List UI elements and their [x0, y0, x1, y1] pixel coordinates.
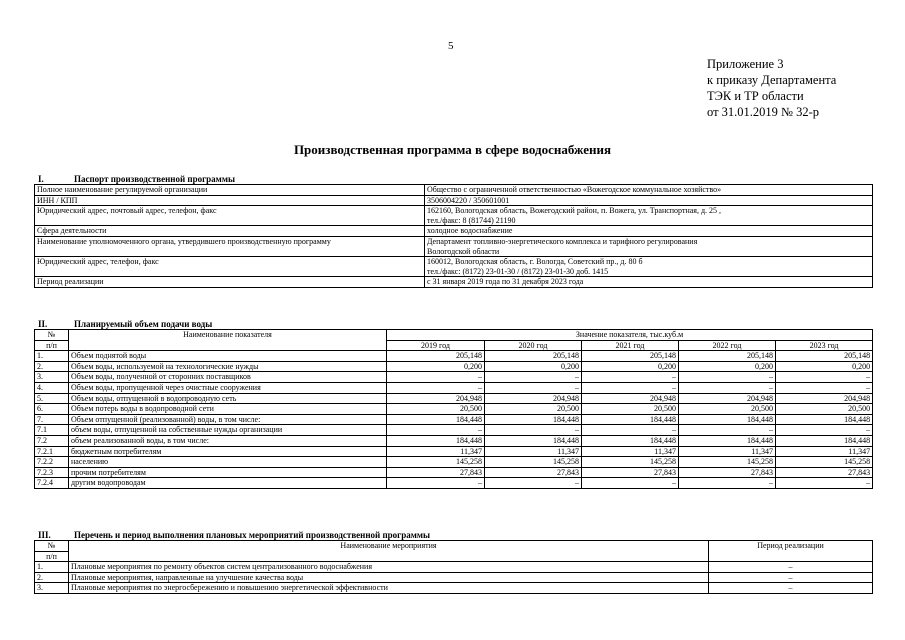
appendix-line: Приложение 3	[707, 57, 784, 71]
row-number: 2.	[35, 572, 69, 583]
indicator-value: 20,500	[485, 404, 582, 415]
indicator-value: –	[387, 425, 485, 436]
passport-value	[425, 185, 873, 196]
indicator-value: 0,200	[776, 361, 873, 372]
header-no: №	[35, 541, 69, 552]
measure-name: Плановые мероприятия, направленные на улучшение качества воды	[69, 572, 709, 583]
passport-value-line: 160012, Вологодская область, г. Вологда, Советский пр., д. 80 б	[427, 257, 643, 267]
indicator-value: 204,948	[679, 393, 776, 404]
indicator-name: прочим потребителям	[69, 467, 387, 478]
indicator-value: 145,258	[387, 457, 485, 468]
measure-name: Плановые мероприятия по энергосбережению и повышению энергетической эффективности	[69, 583, 709, 594]
indicator-value: 11,347	[485, 446, 582, 457]
section-heading	[38, 530, 430, 540]
passport-value	[425, 195, 873, 206]
table-row	[35, 351, 873, 362]
passport-label: Юридический адрес, телефон, факс	[35, 257, 425, 277]
indicator-value: 0,200	[387, 361, 485, 372]
indicator-value: –	[582, 425, 679, 436]
section-title: Перечень и период выполнения плановых мероприятий производственной программы	[74, 530, 431, 540]
passport-label: ИНН / КПП	[35, 195, 425, 206]
table-row	[35, 404, 873, 415]
indicator-value: –	[387, 478, 485, 489]
indicator-value: 204,948	[582, 393, 679, 404]
indicator-value: 184,448	[582, 435, 679, 446]
indicator-value: 205,148	[582, 351, 679, 362]
indicator-value: –	[776, 372, 873, 383]
header-period: Период реализации	[709, 541, 873, 562]
indicator-value: 145,258	[679, 457, 776, 468]
indicator-name: объем реализованной воды, в том числе:	[69, 435, 387, 446]
indicator-value: 11,347	[387, 446, 485, 457]
passport-value-line: тел./факс: (8172) 23-01-30 / (8172) 23-01-30 доб. 1415	[427, 266, 609, 276]
indicator-value: 184,448	[485, 435, 582, 446]
row-number: 7.2.1	[35, 446, 69, 457]
indicator-name: Объем отпущенной (реализованной) воды, в том числе:	[69, 414, 387, 425]
passport-value-line: 3506004220 / 350601001	[427, 195, 510, 205]
indicator-value: 205,148	[387, 351, 485, 362]
header-name: Наименование показателя	[69, 330, 387, 351]
table-row	[35, 457, 873, 468]
table-row	[35, 446, 873, 457]
table-row	[35, 236, 873, 256]
section-title: Паспорт производственной программы	[74, 174, 235, 184]
header-year: 2021 год	[582, 340, 679, 351]
passport-table	[34, 184, 873, 288]
indicator-value: 20,500	[387, 404, 485, 415]
table-row	[35, 372, 873, 383]
header-year: 2022 год	[679, 340, 776, 351]
indicator-value: –	[485, 478, 582, 489]
indicator-value: –	[582, 382, 679, 393]
indicator-value: 145,258	[485, 457, 582, 468]
indicator-value: 27,843	[387, 467, 485, 478]
header-value: Значение показателя, тыс.куб.м	[387, 330, 873, 341]
passport-value	[425, 277, 873, 288]
passport-value	[425, 226, 873, 237]
table-row	[35, 478, 873, 489]
row-number: 5.	[35, 393, 69, 404]
indicator-value: 184,448	[387, 414, 485, 425]
table-row	[35, 185, 873, 196]
indicator-name: Объем воды, отпущенной в водопроводную сеть	[69, 393, 387, 404]
header-year: 2020 год	[485, 340, 582, 351]
indicator-value: 0,200	[582, 361, 679, 372]
indicator-value: 11,347	[582, 446, 679, 457]
indicator-value: 145,258	[582, 457, 679, 468]
indicator-value: –	[679, 478, 776, 489]
indicator-value: –	[387, 382, 485, 393]
indicator-value: 184,448	[485, 414, 582, 425]
indicator-name: бюджетным потребителям	[69, 446, 387, 457]
indicator-value: –	[387, 372, 485, 383]
indicator-value: 11,347	[679, 446, 776, 457]
row-number: 3.	[35, 372, 69, 383]
row-number: 4.	[35, 382, 69, 393]
indicator-value: 184,448	[387, 435, 485, 446]
table-row	[35, 562, 873, 573]
header-no-sub: п/п	[35, 340, 69, 351]
row-number: 7.2.3	[35, 467, 69, 478]
header-no-sub: п/п	[35, 551, 69, 562]
table-row	[35, 467, 873, 478]
header-no: №	[35, 330, 69, 341]
indicator-value: 205,148	[679, 351, 776, 362]
indicator-value: 27,843	[776, 467, 873, 478]
passport-label: Полное наименование регулируемой организации	[35, 185, 425, 196]
indicator-value: –	[485, 425, 582, 436]
table-row	[35, 206, 873, 226]
section-heading	[38, 174, 235, 184]
indicator-value: –	[776, 425, 873, 436]
indicator-value: 20,500	[679, 404, 776, 415]
passport-value-line: Общество с ограниченной ответственностью «Вожегодское коммунальное хозяйство»	[427, 185, 722, 194]
indicator-value: –	[776, 478, 873, 489]
table-row	[35, 382, 873, 393]
table-row	[35, 572, 873, 583]
indicator-value: 204,948	[776, 393, 873, 404]
table-row	[35, 414, 873, 425]
header-year: 2023 год	[776, 340, 873, 351]
measures-table	[34, 540, 873, 594]
row-number: 1.	[35, 562, 69, 573]
indicator-value: –	[582, 372, 679, 383]
appendix-line: от 31.01.2019 № 32-р	[707, 105, 820, 119]
indicator-name: другим водопроводам	[69, 478, 387, 489]
passport-label: Наименование уполномоченного органа, утвердившего производственную программу	[35, 236, 425, 256]
indicator-value: 145,258	[776, 457, 873, 468]
measure-period: –	[709, 572, 873, 583]
passport-value	[425, 257, 873, 277]
indicator-value: –	[679, 382, 776, 393]
indicator-value: 27,843	[582, 467, 679, 478]
row-number: 7.2.2	[35, 457, 69, 468]
passport-value	[425, 206, 873, 226]
measure-period: –	[709, 583, 873, 594]
passport-value-line: Департамент топливно-энергетического комплекса и тарифного регулирования	[427, 236, 698, 246]
table-row	[35, 226, 873, 237]
table-row	[35, 393, 873, 404]
row-number: 7.	[35, 414, 69, 425]
row-number: 7.2	[35, 435, 69, 446]
page-number: 5	[448, 40, 454, 52]
passport-label: Период реализации	[35, 277, 425, 288]
table-row	[35, 425, 873, 436]
section-number: I.	[38, 174, 44, 184]
indicator-value: 0,200	[485, 361, 582, 372]
indicator-value: –	[679, 372, 776, 383]
indicator-name: населению	[69, 457, 387, 468]
header-year: 2019 год	[387, 340, 485, 351]
table-row	[35, 257, 873, 277]
table-row	[35, 361, 873, 372]
indicator-value: 20,500	[582, 404, 679, 415]
passport-value-line: тел./факс: 8 (81744) 21190	[427, 215, 516, 225]
indicator-value: 11,347	[776, 446, 873, 457]
indicator-name: Объем поднятой воды	[69, 351, 387, 362]
indicator-value: 20,500	[776, 404, 873, 415]
indicator-value: 204,948	[485, 393, 582, 404]
indicator-value: 0,200	[679, 361, 776, 372]
row-number: 1.	[35, 351, 69, 362]
row-number: 6.	[35, 404, 69, 415]
water-volume-table	[34, 329, 873, 489]
indicator-name: объем воды, отпущенной на собственные нужды организации	[69, 425, 387, 436]
appendix-line: ТЭК и ТР области	[707, 89, 804, 103]
indicator-value: 27,843	[679, 467, 776, 478]
indicator-value: –	[485, 382, 582, 393]
measure-period: –	[709, 562, 873, 573]
indicator-name: Объем воды, пропущенной через очистные сооружения	[69, 382, 387, 393]
section-heading	[38, 319, 212, 329]
table-row	[35, 583, 873, 594]
row-number: 2.	[35, 361, 69, 372]
table-row	[35, 195, 873, 206]
indicator-name: Объем воды, полученной от сторонних поставщиков	[69, 372, 387, 383]
indicator-value: 184,448	[582, 414, 679, 425]
passport-value-line: 162160, Вологодская область, Вожегодский район, п. Вожега, ул. Транспортная, д. 25 ,	[427, 206, 722, 216]
indicator-value: 205,148	[485, 351, 582, 362]
table-row	[35, 277, 873, 288]
row-number: 7.2.4	[35, 478, 69, 489]
indicator-value: –	[485, 372, 582, 383]
passport-label: Юридический адрес, почтовый адрес, телефон, факс	[35, 206, 425, 226]
measure-name: Плановые мероприятия по ремонту объектов систем централизованного водоснабжения	[69, 562, 709, 573]
indicator-value: –	[582, 478, 679, 489]
passport-value-line: с 31 января 2019 года по 31 декабря 2023 года	[427, 277, 584, 287]
passport-value-line: Вологодской области	[427, 246, 500, 256]
row-number: 7.1	[35, 425, 69, 436]
passport-value	[425, 236, 873, 256]
indicator-value: 204,948	[387, 393, 485, 404]
section-number: III.	[38, 530, 51, 540]
indicator-value: –	[679, 425, 776, 436]
table-row	[35, 435, 873, 446]
header-name: Наименование мероприятия	[69, 541, 709, 562]
indicator-value: 184,448	[679, 435, 776, 446]
passport-value-line: холодное водоснабжение	[427, 226, 513, 236]
indicator-value: 184,448	[776, 414, 873, 425]
appendix-line: к приказу Департамента	[707, 73, 837, 87]
appendix-note	[707, 56, 836, 120]
indicator-value: 184,448	[679, 414, 776, 425]
indicator-value: 184,448	[776, 435, 873, 446]
section-number: II.	[38, 319, 48, 329]
indicator-name: Объем потерь воды в водопроводной сети	[69, 404, 387, 415]
document-title: Производственная программа в сфере водоснабжения	[293, 142, 612, 157]
passport-label: Сфера деятельности	[35, 226, 425, 237]
indicator-name: Объем воды, используемой на технологические нужды	[69, 361, 387, 372]
row-number: 3.	[35, 583, 69, 594]
indicator-value: –	[776, 382, 873, 393]
indicator-value: 27,843	[485, 467, 582, 478]
indicator-value: 205,148	[776, 351, 873, 362]
section-title: Планируемый объем подачи воды	[74, 319, 213, 329]
